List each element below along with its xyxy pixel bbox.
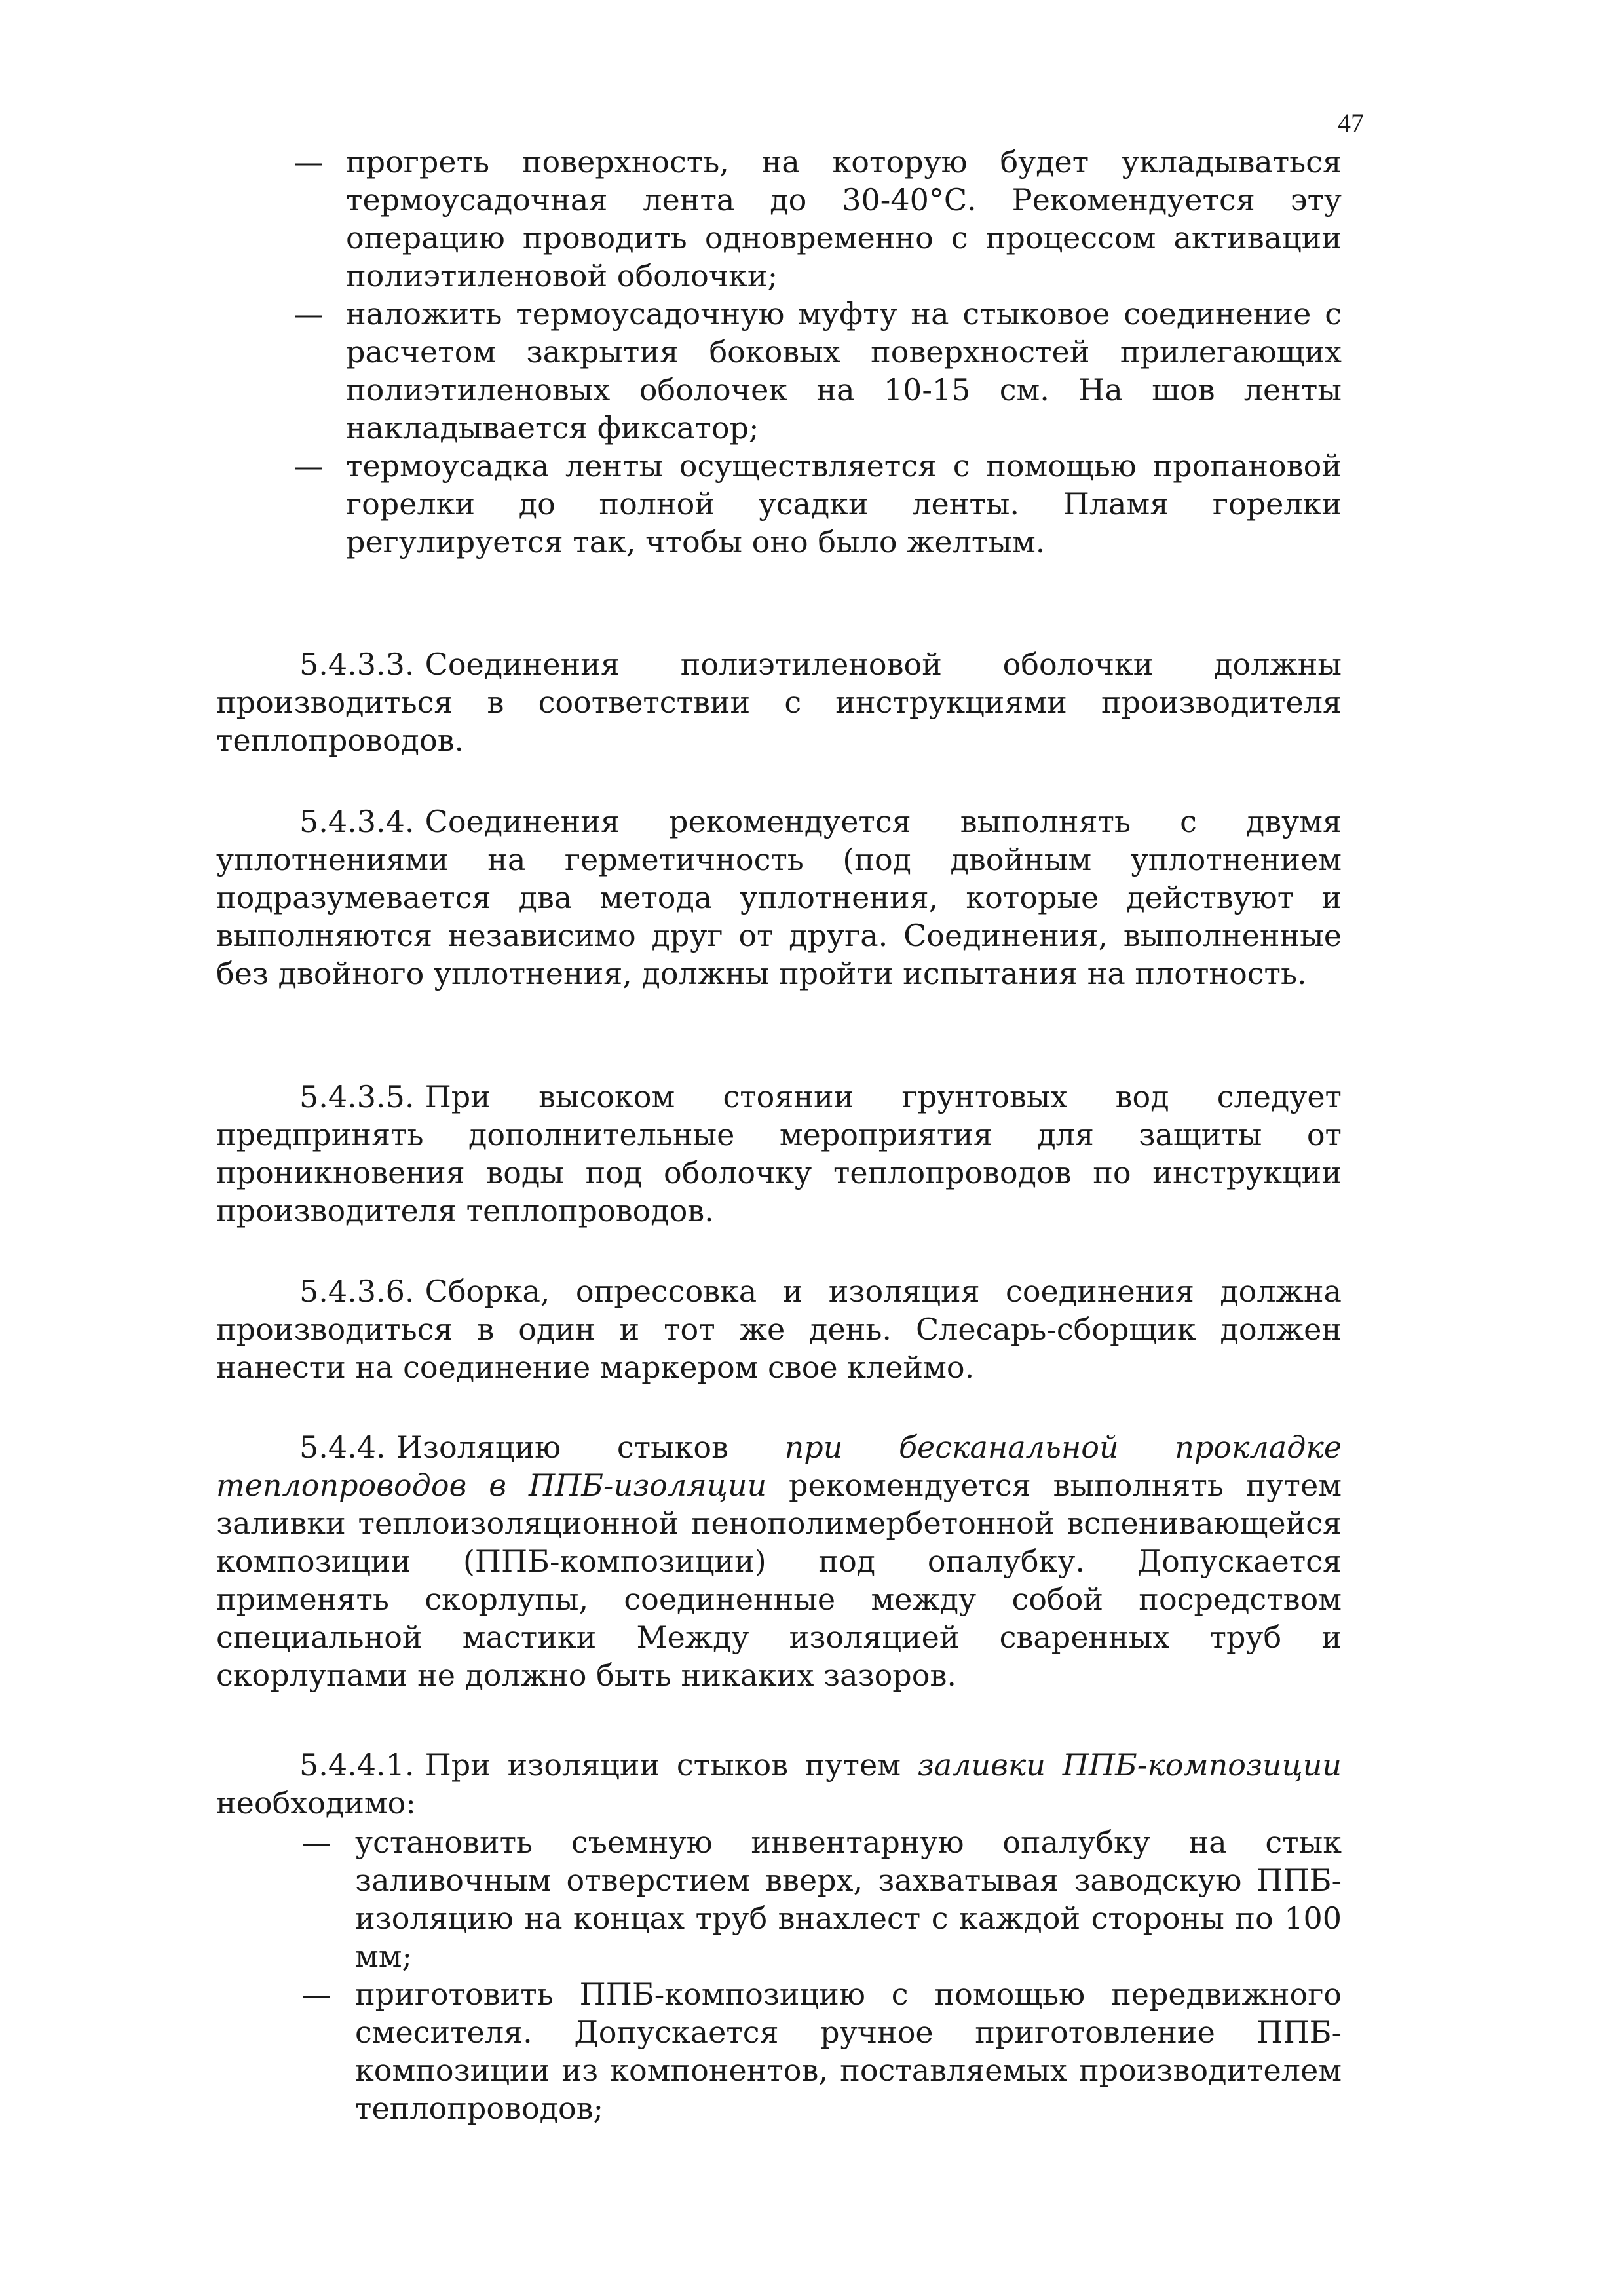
paragraph-5-4-3-3 (216, 645, 1342, 759)
list-item-text: установить съемную инвентарную опалубку на стык заливочным отверстием вверх, захватывая заводскую ППБ-изоляцию на концах труб внахлест с каждой стороны по 100 мм; (355, 1825, 1342, 1974)
dash-bullet: — (293, 296, 324, 332)
paragraph-lead: При изоляции стыков путем (425, 1747, 901, 1783)
paragraph-number: 5.4.4. (299, 1430, 386, 1465)
dash-bullet: — (301, 1977, 331, 2012)
paragraph-lead: Изоляцию стыков (396, 1430, 728, 1465)
page-number: 47 (1338, 108, 1364, 138)
paragraph-italic: при бесканальной прокладке теплопроводов в ППБ-изоляции (216, 1430, 1342, 1503)
paragraph-text: Соединения рекомендуется выполнять с двумя уплотнениями на герметичность (под двойным уплотнением подразумевается два метода уплотнения, которые действуют и выполняются независимо друг от друга. Соединения, выполненные без двойного уплотнения, должны пройти испытания на плотность. (216, 804, 1342, 991)
list-item (216, 295, 1342, 447)
paragraph-5-4-4 (216, 1428, 1342, 1694)
paragraph-number: 5.4.3.4. (299, 804, 415, 839)
list-item-text: приготовить ППБ-композицию с помощью передвижного смесителя. Допускается ручное приготовление ППБ-композиции из компонентов, поставляемых производителем теплопроводов; (355, 1977, 1342, 2126)
paragraph-italic: заливки ППБ-композиции (917, 1747, 1342, 1783)
paragraph-number: 5.4.3.3. (299, 647, 415, 682)
paragraph-text: Сборка, опрессовка и изоляция соединения должна производиться в один и тот же день. Слесарь-сборщик должен нанести на соединение маркером свое клеймо. (216, 1274, 1342, 1385)
dash-list-ppb-filling (216, 1823, 1342, 2127)
paragraph-number: 5.4.4.1. (299, 1747, 415, 1783)
paragraph-5-4-3-4 (216, 803, 1342, 993)
paragraph-text: При высоком стоянии грунтовых вод следует предпринять дополнительные мероприятия для защиты от проникновения воды под оболочку теплопроводов по инструкции производителя теплопроводов. (216, 1079, 1342, 1228)
list-item (216, 1975, 1342, 2127)
list-item (216, 143, 1342, 295)
paragraph-5-4-3-6 (216, 1272, 1342, 1386)
dash-list-heat-shrink (216, 143, 1342, 561)
dash-bullet: — (293, 448, 324, 484)
list-item (216, 447, 1342, 561)
dash-bullet: — (293, 144, 324, 180)
list-item-text: термоусадка ленты осуществляется с помощью пропановой горелки до полной усадки ленты. Пламя горелки регулируется так, чтобы оно было желтым. (346, 448, 1342, 560)
list-item-text: наложить термоусадочную муфту на стыковое соединение с расчетом закрытия боковых поверхностей прилегающих полиэтиленовых оболочек на 10-15 см. На шов ленты накладывается фиксатор; (346, 296, 1342, 446)
paragraph-text: Соединения полиэтиленовой оболочки должны производиться в соответствии с инструкциями производителя теплопроводов. (216, 647, 1342, 758)
list-item-text: прогреть поверхность, на которую будет укладываться термоусадочная лента до 30-40°С. Рекомендуется эту операцию проводить одновременно с процессом активации полиэтиленовой оболочки; (346, 144, 1342, 294)
paragraph-text: рекомендуется выполнять путем заливки теплоизоляционной пенополимербетонной вспенивающейся композиции (ППБ-композиции) под опалубку. Допускается применять скорлупы, соединенные между собой посредством специальной мастики Между изоляцией сваренных труб и скорлупами не должно быть никаких зазоров. (216, 1468, 1342, 1693)
paragraph-5-4-4-1 (216, 1746, 1342, 1822)
paragraph-number: 5.4.3.6. (299, 1274, 415, 1309)
dash-bullet: — (301, 1825, 331, 1860)
list-item (216, 1823, 1342, 1975)
paragraph-text: необходимо: (216, 1785, 416, 1821)
paragraph-5-4-3-5 (216, 1078, 1342, 1230)
paragraph-number: 5.4.3.5. (299, 1079, 415, 1114)
